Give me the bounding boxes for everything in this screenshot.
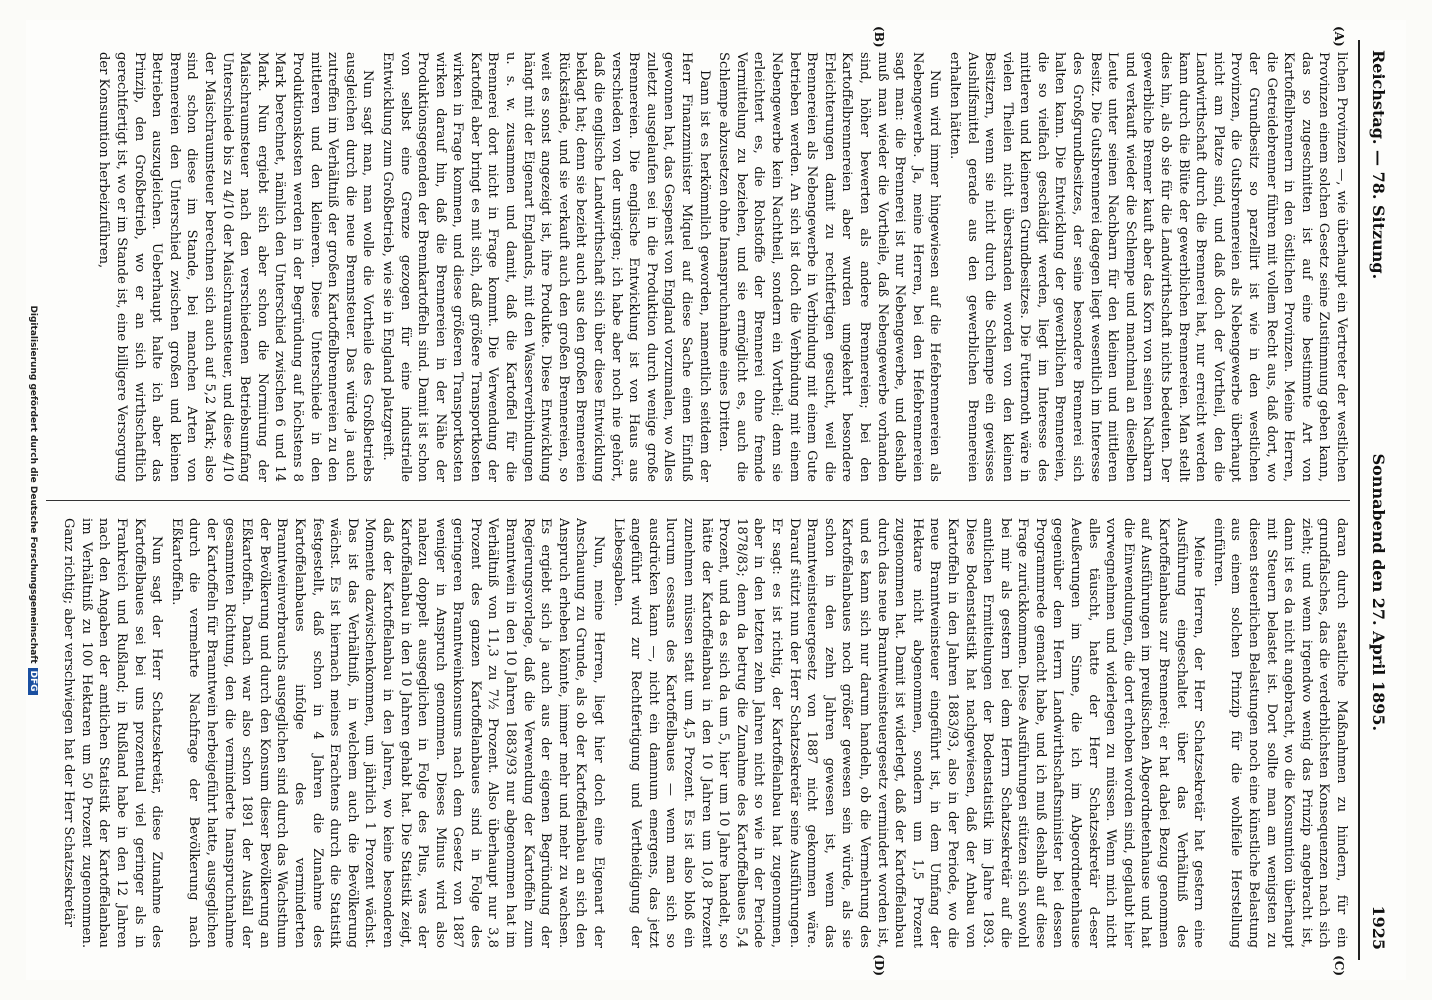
- digitization-credit: [28, 20, 38, 980]
- paragraph: lichen Provinzen —, wie überhaupt ein Vertreter der westlichen Provinzen einem solchen Gesetz seine Zustimmung geben kann, das so zugeschnitten ist auf eine bestimmte Art von Kartoffelbrennern in den östlichen Provinzen. Meine Herren, die Getreidebrenner führen mit vollem Recht aus, daß dort, wo der Grundbesitz so parzellirt ist wie in den westlichen Provinzen, die Gutsbrennereien als Nebengewerbe überhaupt nicht am Platze sind, und daß doch der Vortheil, den die Landwirthschaft durch die Brennerei hat, nur erreicht werden kann durch die Blüte der gewerblichen Brennereien. Man stellt dies hin, als ob sie für die Landwirthschaft nichts bedeuten. Der gewerbliche Brenner kauft aber das Korn von seinen Nachbarn und verkauft wieder die Schlempe und manchmal an dieselben Leute unter seinen Nachbarn für den kleinen und mittleren Besitz. Die Gutsbrennerei dagegen liegt wesentlich im Interesse des Großgrundbesitzes, der seine besondere Brennerei sich halten kann. Die Entwicklung der gewerblichen Brennereien, die so vielfach geschädigt werden, liegt im Interesse des mittleren und kleineren Grundbesitzes. Die Futternoth wäre in vielen Theilen nicht überstanden worden von den kleinen Besitzern, wenn sie nicht durch die Schlempe ein gewisses Aushilfsmittel gerade aus den gewerblichen Brennereien erhalten hätten.: [946, 52, 1349, 482]
- paragraph: daran durch staatliche Maßnahmen zu hindern, für ein grundfalsches, das die verderblichsten Konsequenzen nach sich zieht; und wenn irgendwo wenig das Prinzip angebracht ist, dann ist es da nicht angebracht, wo die Konsumtion überhaupt mit Steuern belastet ist. Dort sollte man am wenigsten zu diesen steuerlichen Belastungen noch eine künstliche Belastung aus einem solchen Prinzip für die wohlfeile Herstellung einführen.: [1210, 518, 1349, 948]
- credit-text: Digitalisierung gefördert durch die Deutsche Forschungsgemeinschaft: [28, 305, 38, 664]
- marker-a: (A): [1332, 26, 1346, 47]
- document-sheet: [26, 20, 1406, 980]
- header-center: Sonnabend den 27. April 1895.: [1369, 453, 1389, 732]
- paragraph: Nun sagt man, man wolle die Vortheile des Großbetriebs ausgleichen durch die neue Brennsteuer. Das würde ja auch zutreffen im Verhältniß der großen Kartoffelbrennereien zu den mittleren und den kleineren. Diese Unterschiede in den Produktionskosten werden in der Begründung auf höchstens 8 Mark berechnet, nämlich den Unterschied zwischen 6 und 14 Mark. Nun ergiebt sich aber schon die Normirung der Maischraumsteuer nach den verschiedenen Betriebsumfang Unterschiede bis zu 4/10 der Maischraumsteuer, und diese 4/10 der Maischraumsteuer berechnen sich auch auf 5,2 Mark; also sind schon diese im Stande, bei manchen Arten von Brennereien den Unterschied zwischen großen und kleinen Betrieben auszugleichen. Ueberhaupt halte ich aber das Prinzip, den Großbetrieb, wo er an sich wirthschaftlich gerechtfertigt ist, wo er im Stande ist, eine billigere Versorgung der Konsumtion herbeizuführen,: [96, 52, 376, 482]
- page-number: 1925: [1369, 905, 1389, 950]
- header-left: Reichstag. — 78. Sitzung.: [1369, 50, 1389, 280]
- paragraph: Meine Herren, der Herr Schatzsekretär hat gestern eine Ausführung eingeschaltet über das Verhältniß des Kartoffelanbaus zur Brennerei; er hat dabei Bezug genommen auf Ausführungen im preußischen Abgeordnetenhause und hat die Einwendungen, die dort erhoben worden sind, geglaubt hier vorwegnehmen und widerlegen zu müssen. Wenn mich nicht alles täuscht, hatte der Herr Schatzsekretär d-eser Aeußerungen im Sinne, die ich im Abgeordnetenhause gegenüber dem Herrn Landwirthschaftsminister bei dessen Programmrede gemacht habe, und ich muß deshalb auf diese Frage zurückkommen. Diese Ausführungen stützen sich sowohl bei mir als gestern bei dem Herrn Schatzsekretär auf die amtlichen Ermittelungen der Bodenstatistik im Jahre 1893. Diese Bodenstatistik hat nachgewiesen, daß der Anbau von Kartoffeln in den Jahren 1883/93, also in der Periode, wo die neue Branntweinsteuer eingeführt ist, in dem Umfang der Hektare nicht abgenommen, sondern um 1,5 Prozent zugenommen hat. Damit ist widerlegt, daß der Kartoffelanbau durch das neue Branntweinsteuergesetz vermindert worden ist, und es kann sich nur darum handeln, ob die Vermehrung des Kartoffelanbaues noch größer gewesen sein würde, als sie schon in den zehn Jahren gewesen ist, wenn das Branntweinsteuergesetz von 1887 nicht gekommen wäre. Darauf stützt nun der Herr Schatzsekretär seine Ausführungen. Er sagt: es ist richtig, der Kartoffelanbau hat zugenommen, aber in den letzten zehn Jahren nicht so wie in der Periode 1878/83; denn da betrug die Zunahme des Kartoffelbaues 5,4 Prozent, und da es sich da um 5, hier um 10 Jahre handelt, so hätte der Kartoffelanbau in den 10 Jahren um 10,8 Prozent zunehmen müssen statt um 4,5 Prozent. Es ist also bloß ein lucrum cessans des Kartoffelbaues — wenn man sich so ausdrücken kann —, nicht ein damnum emergens, das jetzt angeführt wird zur Rechtfertigung und Vertheidigung der Liebesgaben.: [610, 518, 1207, 948]
- paragraph: Nun sagt der Herr Schatzsekretär, diese Zunahme des Kartoffelbaues sei bei uns prozentual viel geringer als in Frankreich und Rußland; in Rußland habe in den 12 Jahren nach den Angaben der amtlichen Statistik der Kartoffelanbau im Verhältniß zu 100 Hektaren um 50 Prozent zugenommen. Ganz richtig; aber verschwiegen hat der Herr Schatzsekretär: [61, 518, 165, 948]
- right-column: [46, 518, 1350, 948]
- page-header: [1366, 50, 1392, 950]
- dfg-badge: DFG: [28, 668, 38, 695]
- left-column: [46, 52, 1350, 482]
- marker-d: (D): [872, 954, 886, 976]
- paragraph: Nun, meine Herren, liegt hier doch eine Eigenart der Anschauung zu Grunde, als ob der Kartoffelanbau an sich den Anspruch erheben könnte, immer mehr und mehr zu wachsen. Es ergiebt sich ja auch aus der eigenen Begründung der Regierungsvorlage, daß die Verwendung der Kartoffeln zum Branntwein in den 10 Jahren 1883/93 nur abgenommen hat im Verhältniß von 11,3 zu 7½ Prozent. Also überhaupt nur 3,8 Prozent des ganzen Kartoffelanbaues sind in Folge des geringeren Branntweinkonsums nach dem Gesetz von 1887 weniger in Anspruch genommen. Dieses Minus wird also nahezu doppelt ausgeglichen in Folge des Plus, was der Kartoffelanbau in den 10 Jahren gehabt hat. Die Statistik zeigt, daß der Kartoffelanbau in den Jahren, wo keine besonderen Momente dazwischenkommen, um jährlich 1 Prozent wächst. Das ist das Verhältniß, in welchem auch die Bevölkerung wächst. Es ist hiernach meines Erachtens durch die Statistik festgestellt, daß schon in 4 Jahren die Zunahme des Kartoffelanbaues infolge des verminderten Branntweinverbrauchs ausgeglichen sind durch das Wachsthum der Bevölkerung und durch den Konsum dieser Bevölkerung an Eßkartoffeln. Danach war also schon 1891 der Ausfall der gesammten Richtung, den die verminderte Inanspruchnahme der Kartoffeln für Branntwein herbeigeführt hatte, ausgeglichen durch die vermehrte Nachfrage der Bevölkerung nach Eßkartoffeln.: [168, 518, 607, 948]
- header-rule: [1358, 40, 1360, 960]
- paragraph: Nun wird immer hingewiesen auf die Hefebrennereien als Nebengewerbe. Ja, meine Herren, bei den Hefebrennereien sagt man: die Brennerei ist nur Nebengewerbe, und deshalb muß man wieder die Vortheile, daß Nebengewerbe vorhanden sind, höher bewerten als andere Brennereien; bei den Kartoffelbrennereien aber wurden umgekehrt besondere Erleichterungen damit zu rechtfertigen gesucht, weil die Brennereien als Nebengewerbe in Verbindung mit einem Gute betrieben werden. An sich ist doch die Verbindung mit einem Nebengewerbe kein Nachtheil, sondern ein Vortheil; denn sie erleichtert es, die Rohstoffe der Brennerei ohne fremde Vermittelung zu beziehen, und sie ermöglicht es, auch die Schlempe abzusetzen ohne Inanspruchnahme eines Dritten.: [716, 52, 943, 482]
- paragraph: Dann ist es herkömmlich geworden, namentlich seitdem der Herr Finanzminister Miquel auf diese Sache einen Einfluß gewonnen hat, das Gespenst von England vorzumalen, wo Alles zuletzt ausgelaufen sei in die Produktion durch wenige große Brennereien. Die englische Entwicklung ist von Haus aus verschieden von der unsrigen; ich habe aber noch nie gehört, daß die englische Landwirthschaft sich über diese Entwicklung beklagt hat; denn sie bezieht auch aus den großen Brennereien Rückstände, und sie verkauft auch den großen Brennereien, so weit es sonst angezeigt ist, ihre Produkte. Diese Entwicklung hängt mit der Eigenart Englands, mit den Wasserverbindungen u. s. w. zusammen und damit, daß die Kartoffel für die Brennerei dort nicht in Frage kommt. Die Verwendung der Kartoffel aber bringt es mit sich, daß größere Transportkosten wirken in Frage kommen, und diese größeren Transportkosten wirken darauf hin, daß die Brennereien in der Nähe der Produktionsgegenden der Brennkartoffeln sind. Damit ist schon von selbst eine Grenze gezogen für eine industrielle Entwicklung zum Großbetrieb, wie sie in England platzgreift.: [379, 52, 712, 482]
- marker-c: (C): [1332, 955, 1346, 976]
- marker-b: (B): [872, 26, 886, 48]
- column-divider: [46, 500, 1350, 501]
